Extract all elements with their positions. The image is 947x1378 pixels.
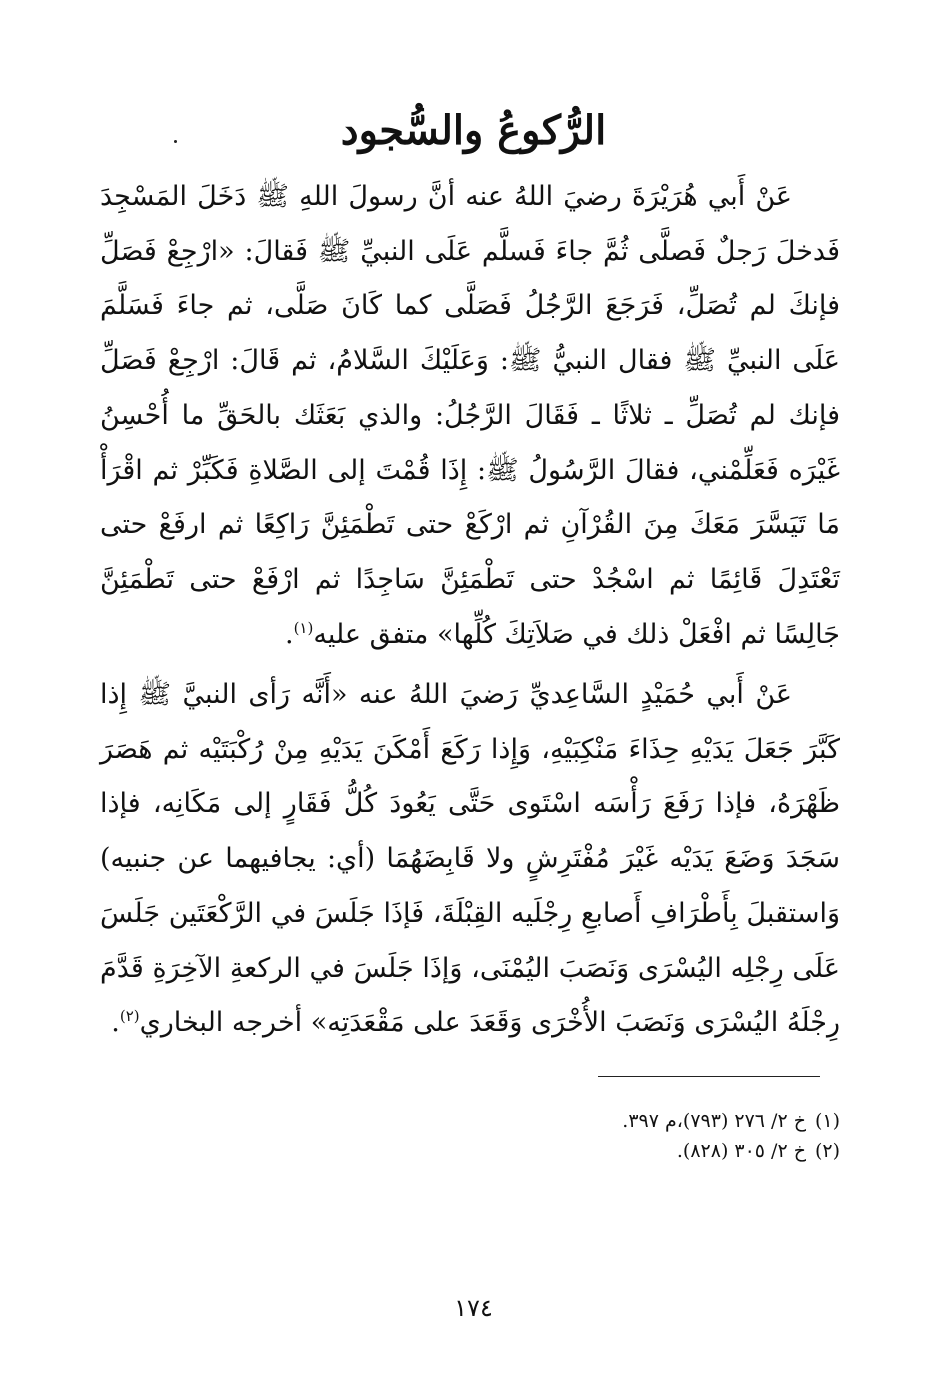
footnotes [100,1106,840,1166]
footnote-separator [598,1076,820,1077]
footnote-1-number: (١) [814,1110,840,1132]
footnote-2-text: خ ٢/ ٣٠٥ (٨٢٨). [676,1140,806,1162]
hadith-paragraph-2 [100,668,840,1051]
footnote-2 [100,1136,840,1166]
page-number: ١٧٤ [454,1294,493,1322]
hadith-2-text: عَنْ أَبي حُمَيْدٍ السَّاعِديِّ رَضيَ اللهُ عنه «أَنَّه رَأى النبيَّ ﷺ إِذا كَبَّرَ جَعَلَ يَدَيْهِ حِذَاءَ مَنْكِبَيْهِ، وَإِذا رَكَعَ أَمْكَنَ يَدَيْهِ مِنْ رُكْبَتَيْه ثم هَصَرَ ظَهْرَهُ، فإذا رَفَعَ رَأْسَه اسْتَوى حَتَّى يَعُودَ كُلُّ فَقَارٍ إلى مَكَانِه، فإذا سَجَدَ وَضَعَ يَدَيْه غَيْرَ مُفْتَرِشٍ ولا قَابِضَهُمَا (أي: يجافيهما عن جنبيه) وَاستقبلَ بِأَطْرَافِ أَصابعِ رِجْلَيه القِبْلَةَ، فَإذَا جَلَسَ في الرَّكْعَتَين جَلَسَ عَلَى رِجْلِه اليُسْرَى وَنَصَبَ اليُمْنَى، وَإذَا جَلَسَ في الركعةِ الآخِرَةِ قَدَّمَ رِجْلَهُ اليُسْرَى وَنَصَبَ الأُخْرَى وَقَعَدَ على مَقْعَدَتِه» أخرجه البخاري [100,679,840,1039]
hadith-1-text: عَنْ أَبي هُرَيْرَةَ رضيَ اللهُ عنه أنَّ رسولَ اللهِ ﷺ دَخَلَ المَسْجِدَ فَدخلَ رَجلٌ فَصلَّى ثُمَّ جاءَ فَسلَّم عَلَى النبيِّ ﷺ فَقالَ: «ارْجِعْ فَصَلِّ فإنكَ لم تُصَلِّ، فَرَجَعَ الرَّجُلُ فَصَلَّى كما كَانَ صَلَّى، ثم جاءَ فَسَلَّمَ عَلَى النبيِّ ﷺ فقال النبيُّ ﷺ: وَعَلَيْكَ السَّلامُ، ثم قَالَ: ارْجِعْ فَصَلِّ فإنك لم تُصَلِّ ـ ثلاثًا ـ فَقَالَ الرَّجُلُ: والذي بَعَثَك بالحَقِّ ما أُحْسِنُ غَيْرَه فَعَلِّمْني، فقالَ الرَّسُولُ ﷺ: إِذَا قُمْتَ إلى الصَّلاةِ فَكَبِّرْ ثم اقْرَأْ مَا تَيَسَّرَ مَعَكَ مِنَ القُرْآنِ ثم ارْكَعْ حتى تَطْمَئِنَّ رَاكِعًا ثم ارفَعْ حتى تَعْتَدِلَ قَائِمًا ثم اسْجُدْ حتى تَطْمَئِنَّ سَاجِدًا ثم ارْفَعْ حتى تَطْمَئِنَّ جَالِسًا ثم افْعَلْ ذلك في صَلاَتِكَ كُلِّها» متفق عليه [100,181,840,650]
footnote-ref-1[interactable]: (١) [293,618,314,637]
ink-speck [174,140,177,143]
footnote-1 [100,1106,840,1136]
footnote-1-text: خ ٢/ ٢٧٦ (٧٩٣)،م ٣٩٧. [622,1110,806,1132]
hadith-1-end: . [284,618,294,650]
hadith-paragraph-1 [100,170,840,662]
footnote-ref-2[interactable]: (٢) [119,1007,140,1026]
hadith-2-end: . [111,1007,120,1039]
footnote-2-number: (٢) [814,1140,840,1162]
page-title: الرُّكوعُ والسُّجود [340,106,607,154]
